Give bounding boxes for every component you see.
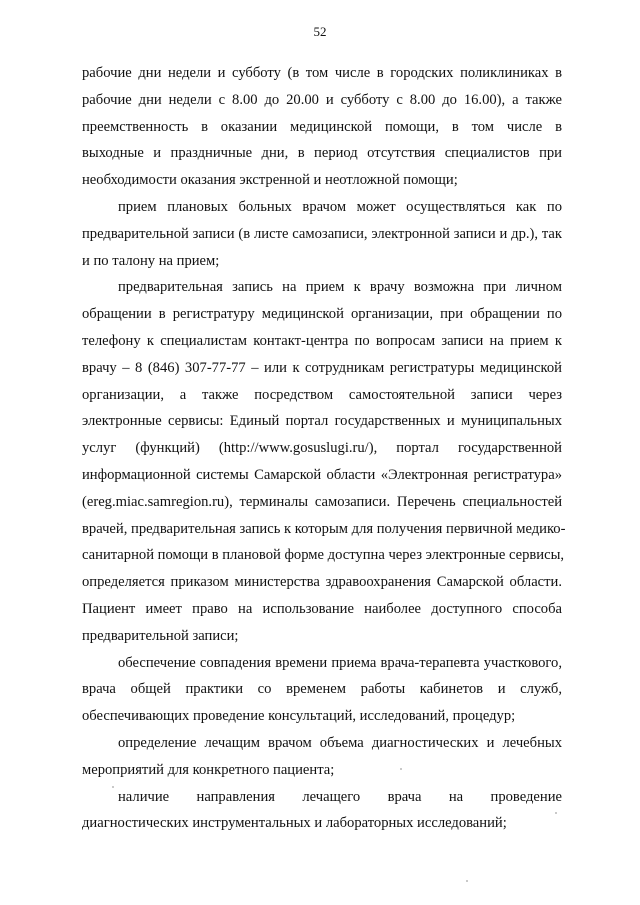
text-line: необходимости оказания экстренной и неотложной помощи; <box>82 172 458 189</box>
text-line: Пациент имеет право на использование наиболее доступного способа <box>82 600 562 617</box>
paragraph-schedule-coordination <box>82 650 562 730</box>
text-line: организации, а также посредством самостоятельной записи через <box>82 386 562 403</box>
text-line: врача общей практики со временем работы кабинетов и служб, <box>82 681 562 698</box>
text-line: врачу – 8 (846) 307-77-77 – или к сотрудникам регистратуры медицинской <box>82 359 562 376</box>
page-number: 52 <box>313 24 327 39</box>
text-line: санитарной помощи в плановой форме доступна через электронные сервисы, <box>82 547 565 564</box>
paragraph-planned-patients <box>82 194 562 274</box>
text-line: мероприятий для конкретного пациента; <box>82 761 335 778</box>
text-line: обращении в регистратуру медицинской организации, при обращении по <box>82 306 562 323</box>
text-line: информационной системы Самарской области «Электронная регистратура» <box>82 466 562 483</box>
text-line: предварительной записи; <box>82 627 239 644</box>
scan-speck <box>400 768 402 770</box>
paragraph-working-hours <box>82 60 562 194</box>
text-line: наличие направления лечащего врача на проведение <box>118 788 562 805</box>
text-line: выходные и праздничные дни, в период отсутствия специалистов при <box>82 145 562 162</box>
text-line: определение лечащим врачом объема диагностических и лечебных <box>118 734 562 751</box>
body-text <box>82 60 566 837</box>
text-line: электронные сервисы: Единый портал государственных и муниципальных <box>82 413 562 430</box>
text-line: обеспечивающих проведение консультаций, исследований, процедур; <box>82 708 516 725</box>
paragraph-appointment-booking <box>82 274 566 649</box>
text-line: телефону к специалистам контакт-центра по вопросам записи на прием к <box>82 332 562 349</box>
text-line: обеспечение совпадения времени приема врача-терапевта участкового, <box>118 654 562 671</box>
text-line: (ereg.miac.samregion.ru), терминалы самозаписи. Перечень специальностей <box>82 493 562 510</box>
text-line: определяется приказом министерства здравоохранения Самарской области. <box>82 574 562 591</box>
text-line: и по талону на прием; <box>82 252 220 269</box>
scan-speck <box>112 786 114 788</box>
text-line: врачей, предварительная запись к которым для получения первичной медико- <box>82 520 566 537</box>
scan-speck <box>466 880 468 882</box>
paragraph-referral <box>82 784 562 838</box>
text-line: преемственность в оказании медицинской помощи, в том числе в <box>82 118 562 135</box>
text-line: прием плановых больных врачом может осуществляться как по <box>118 198 562 215</box>
text-line: предварительной записи (в листе самозаписи, электронной записи и др.), так <box>82 225 562 242</box>
text-line: диагностических инструментальных и лабораторных исследований; <box>82 815 507 832</box>
text-line: услуг (функций) (http://www.gosuslugi.ru/), портал государственной <box>82 440 562 457</box>
text-line: рабочие дни недели с 8.00 до 20.00 и субботу с 8.00 до 16.00), а также <box>82 91 562 108</box>
scan-speck <box>555 812 557 814</box>
paragraph-treatment-scope <box>82 730 562 784</box>
text-line: предварительная запись на прием к врачу возможна при личном <box>118 279 562 296</box>
text-line: рабочие дни недели и субботу (в том числе в городских поликлиниках в <box>82 65 562 81</box>
